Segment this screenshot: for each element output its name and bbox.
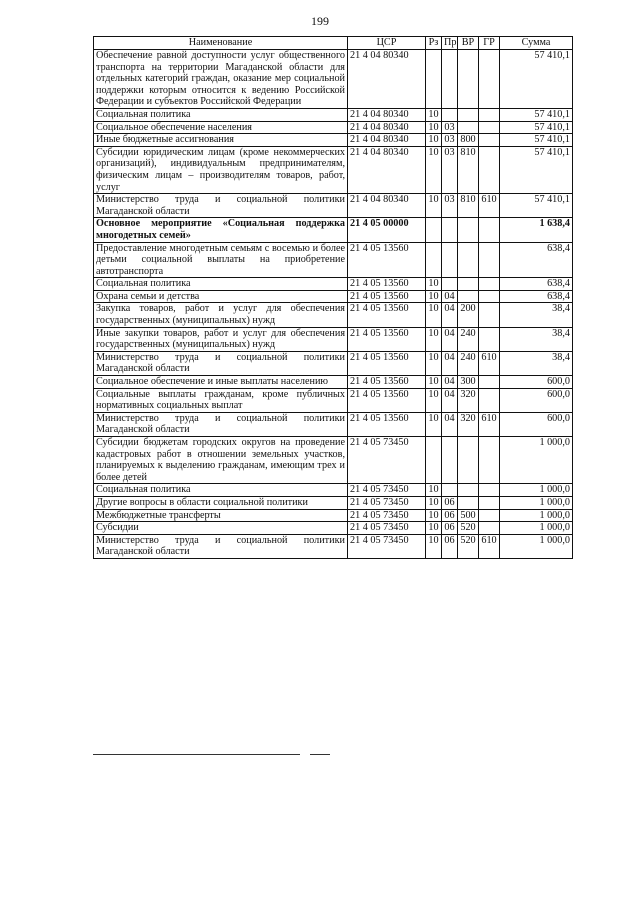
cell-name: Социальное обеспечение и иные выплаты населению xyxy=(94,376,348,389)
cell-csr: 21 4 05 13560 xyxy=(348,278,426,291)
cell-rz: 10 xyxy=(426,303,442,327)
cell-sum: 600,0 xyxy=(500,388,573,412)
table-row xyxy=(94,327,573,351)
cell-vr: 300 xyxy=(458,376,479,389)
cell-pr: 04 xyxy=(442,303,458,327)
cell-vr xyxy=(458,496,479,509)
cell-sum: 1 000,0 xyxy=(500,509,573,522)
cell-csr: 21 4 05 73450 xyxy=(348,437,426,484)
cell-gr xyxy=(479,108,500,121)
cell-csr: 21 4 05 13560 xyxy=(348,242,426,278)
table-header-row xyxy=(94,37,573,50)
cell-name: Социальная политика xyxy=(94,108,348,121)
cell-name: Иные бюджетные ассигнования xyxy=(94,134,348,147)
cell-gr xyxy=(479,242,500,278)
cell-vr: 240 xyxy=(458,327,479,351)
table-row xyxy=(94,351,573,375)
cell-gr xyxy=(479,376,500,389)
cell-sum: 1 000,0 xyxy=(500,437,573,484)
cell-gr: 610 xyxy=(479,194,500,218)
cell-vr xyxy=(458,108,479,121)
table-row xyxy=(94,242,573,278)
cell-name: Министерство труда и социальной политики Магаданской области xyxy=(94,412,348,436)
cell-pr xyxy=(442,50,458,109)
cell-sum: 1 638,4 xyxy=(500,218,573,242)
cell-sum: 1 000,0 xyxy=(500,496,573,509)
table-row xyxy=(94,534,573,558)
cell-sum: 600,0 xyxy=(500,376,573,389)
cell-pr: 04 xyxy=(442,327,458,351)
cell-sum: 638,4 xyxy=(500,278,573,291)
cell-csr: 21 4 04 80340 xyxy=(348,134,426,147)
cell-pr: 03 xyxy=(442,121,458,134)
cell-pr: 06 xyxy=(442,534,458,558)
cell-gr: 610 xyxy=(479,534,500,558)
cell-gr: 610 xyxy=(479,412,500,436)
cell-pr: 04 xyxy=(442,388,458,412)
cell-csr: 21 4 05 13560 xyxy=(348,303,426,327)
cell-name: Охрана семьи и детства xyxy=(94,290,348,303)
cell-sum: 57 410,1 xyxy=(500,146,573,193)
cell-rz: 10 xyxy=(426,121,442,134)
table-row xyxy=(94,290,573,303)
cell-name: Иные закупки товаров, работ и услуг для обеспечения государственных (муниципальных) нужд xyxy=(94,327,348,351)
table-row xyxy=(94,108,573,121)
table-row xyxy=(94,121,573,134)
cell-rz xyxy=(426,242,442,278)
cell-vr: 810 xyxy=(458,146,479,193)
cell-vr xyxy=(458,484,479,497)
cell-csr: 21 4 05 13560 xyxy=(348,376,426,389)
cell-gr xyxy=(479,278,500,291)
cell-name: Основное мероприятие «Социальная поддержка многодетных семей» xyxy=(94,218,348,242)
cell-pr xyxy=(442,242,458,278)
cell-rz: 10 xyxy=(426,509,442,522)
cell-csr: 21 4 05 13560 xyxy=(348,388,426,412)
cell-gr xyxy=(479,303,500,327)
cell-pr: 03 xyxy=(442,194,458,218)
cell-gr xyxy=(479,134,500,147)
cell-pr: 04 xyxy=(442,412,458,436)
cell-pr: 06 xyxy=(442,509,458,522)
cell-rz: 10 xyxy=(426,522,442,535)
cell-vr: 320 xyxy=(458,388,479,412)
cell-vr xyxy=(458,121,479,134)
cell-gr xyxy=(479,484,500,497)
cell-pr xyxy=(442,108,458,121)
cell-name: Межбюджетные трансферты xyxy=(94,509,348,522)
cell-name: Социальная политика xyxy=(94,484,348,497)
budget-table xyxy=(93,36,573,559)
footnote-separator-short xyxy=(310,754,330,755)
table-body xyxy=(94,50,573,559)
header-name: Наименование xyxy=(94,37,348,50)
cell-vr: 200 xyxy=(458,303,479,327)
cell-vr xyxy=(458,278,479,291)
cell-gr xyxy=(479,50,500,109)
cell-csr: 21 4 05 13560 xyxy=(348,412,426,436)
cell-rz: 10 xyxy=(426,351,442,375)
cell-csr: 21 4 05 13560 xyxy=(348,351,426,375)
cell-pr: 03 xyxy=(442,134,458,147)
cell-pr: 03 xyxy=(442,146,458,193)
cell-rz: 10 xyxy=(426,484,442,497)
cell-csr: 21 4 04 80340 xyxy=(348,146,426,193)
cell-rz xyxy=(426,437,442,484)
cell-sum: 1 000,0 xyxy=(500,522,573,535)
table-row xyxy=(94,484,573,497)
cell-vr xyxy=(458,437,479,484)
cell-pr xyxy=(442,278,458,291)
cell-sum: 600,0 xyxy=(500,412,573,436)
cell-pr: 06 xyxy=(442,496,458,509)
table-row xyxy=(94,134,573,147)
cell-sum: 1 000,0 xyxy=(500,534,573,558)
cell-sum: 38,4 xyxy=(500,351,573,375)
cell-vr: 520 xyxy=(458,522,479,535)
cell-sum: 38,4 xyxy=(500,303,573,327)
cell-csr: 21 4 04 80340 xyxy=(348,194,426,218)
cell-gr: 610 xyxy=(479,351,500,375)
header-pr: Пр xyxy=(442,37,458,50)
cell-sum: 638,4 xyxy=(500,242,573,278)
cell-rz: 10 xyxy=(426,534,442,558)
cell-sum: 638,4 xyxy=(500,290,573,303)
header-sum: Сумма xyxy=(500,37,573,50)
cell-vr xyxy=(458,290,479,303)
cell-csr: 21 4 05 73450 xyxy=(348,509,426,522)
table-row xyxy=(94,437,573,484)
cell-csr: 21 4 04 80340 xyxy=(348,121,426,134)
cell-name: Субсидии xyxy=(94,522,348,535)
cell-csr: 21 4 05 73450 xyxy=(348,496,426,509)
cell-sum: 57 410,1 xyxy=(500,108,573,121)
cell-gr xyxy=(479,496,500,509)
table-row xyxy=(94,194,573,218)
cell-gr xyxy=(479,509,500,522)
header-gr: ГР xyxy=(479,37,500,50)
cell-sum: 57 410,1 xyxy=(500,194,573,218)
table-row xyxy=(94,496,573,509)
cell-pr xyxy=(442,484,458,497)
cell-gr xyxy=(479,437,500,484)
table-row xyxy=(94,218,573,242)
page-number: 199 xyxy=(311,14,329,28)
cell-gr xyxy=(479,327,500,351)
cell-name: Министерство труда и социальной политики Магаданской области xyxy=(94,534,348,558)
table-row xyxy=(94,303,573,327)
cell-vr xyxy=(458,50,479,109)
table-row xyxy=(94,50,573,109)
cell-vr: 500 xyxy=(458,509,479,522)
cell-rz: 10 xyxy=(426,194,442,218)
cell-pr: 04 xyxy=(442,351,458,375)
cell-pr: 06 xyxy=(442,522,458,535)
footnote-separator-long xyxy=(93,754,300,755)
table-row xyxy=(94,388,573,412)
cell-gr xyxy=(479,290,500,303)
header-rz: Рз xyxy=(426,37,442,50)
cell-rz: 10 xyxy=(426,108,442,121)
cell-sum: 57 410,1 xyxy=(500,134,573,147)
cell-vr: 240 xyxy=(458,351,479,375)
cell-name: Субсидии бюджетам городских округов на проведение кадастровых работ в отношении земельных участков, планируемых к выделению гражданам, имеющим трех и более детей xyxy=(94,437,348,484)
table-row xyxy=(94,146,573,193)
table-row xyxy=(94,509,573,522)
table-row xyxy=(94,412,573,436)
cell-vr xyxy=(458,218,479,242)
cell-rz: 10 xyxy=(426,388,442,412)
cell-rz xyxy=(426,218,442,242)
cell-pr: 04 xyxy=(442,376,458,389)
cell-rz: 10 xyxy=(426,376,442,389)
table-row xyxy=(94,522,573,535)
cell-gr xyxy=(479,146,500,193)
cell-rz xyxy=(426,50,442,109)
cell-vr: 800 xyxy=(458,134,479,147)
cell-rz: 10 xyxy=(426,278,442,291)
cell-name: Субсидии юридическим лицам (кроме некоммерческих организаций), индивидуальным предпринимателям, физическим лицам – производителям товаров, работ, услуг xyxy=(94,146,348,193)
cell-pr xyxy=(442,218,458,242)
cell-csr: 21 4 05 00000 xyxy=(348,218,426,242)
cell-sum: 57 410,1 xyxy=(500,121,573,134)
cell-rz: 10 xyxy=(426,134,442,147)
cell-vr: 520 xyxy=(458,534,479,558)
cell-name: Социальная политика xyxy=(94,278,348,291)
cell-csr: 21 4 04 80340 xyxy=(348,50,426,109)
cell-csr: 21 4 04 80340 xyxy=(348,108,426,121)
cell-rz: 10 xyxy=(426,290,442,303)
cell-csr: 21 4 05 13560 xyxy=(348,290,426,303)
cell-pr: 04 xyxy=(442,290,458,303)
table-row xyxy=(94,278,573,291)
cell-pr xyxy=(442,437,458,484)
cell-rz: 10 xyxy=(426,496,442,509)
header-vr: ВР xyxy=(458,37,479,50)
cell-sum: 57 410,1 xyxy=(500,50,573,109)
cell-name: Министерство труда и социальной политики Магаданской области xyxy=(94,351,348,375)
cell-name: Социальные выплаты гражданам, кроме публичных нормативных социальных выплат xyxy=(94,388,348,412)
cell-vr xyxy=(458,242,479,278)
cell-gr xyxy=(479,121,500,134)
cell-csr: 21 4 05 73450 xyxy=(348,522,426,535)
header-csr: ЦСР xyxy=(348,37,426,50)
cell-csr: 21 4 05 13560 xyxy=(348,327,426,351)
cell-gr xyxy=(479,218,500,242)
cell-name: Другие вопросы в области социальной политики xyxy=(94,496,348,509)
cell-csr: 21 4 05 73450 xyxy=(348,534,426,558)
cell-sum: 1 000,0 xyxy=(500,484,573,497)
cell-name: Социальное обеспечение населения xyxy=(94,121,348,134)
cell-name: Предоставление многодетным семьям с восемью и более детьми социальной выплаты на приобретение автотранспорта xyxy=(94,242,348,278)
cell-sum: 38,4 xyxy=(500,327,573,351)
cell-rz: 10 xyxy=(426,327,442,351)
cell-name: Министерство труда и социальной политики Магаданской области xyxy=(94,194,348,218)
cell-name: Обеспечение равной доступности услуг общественного транспорта на территории Магаданской области для отдельных категорий граждан, оказание мер социальной поддержки которым относится к ведению Российской Федерации и субъектов Российской Федерации xyxy=(94,50,348,109)
table-row xyxy=(94,376,573,389)
cell-vr: 320 xyxy=(458,412,479,436)
cell-csr: 21 4 05 73450 xyxy=(348,484,426,497)
cell-gr xyxy=(479,388,500,412)
cell-vr: 810 xyxy=(458,194,479,218)
cell-rz: 10 xyxy=(426,412,442,436)
cell-gr xyxy=(479,522,500,535)
cell-name: Закупка товаров, работ и услуг для обеспечения государственных (муниципальных) нужд xyxy=(94,303,348,327)
cell-rz: 10 xyxy=(426,146,442,193)
